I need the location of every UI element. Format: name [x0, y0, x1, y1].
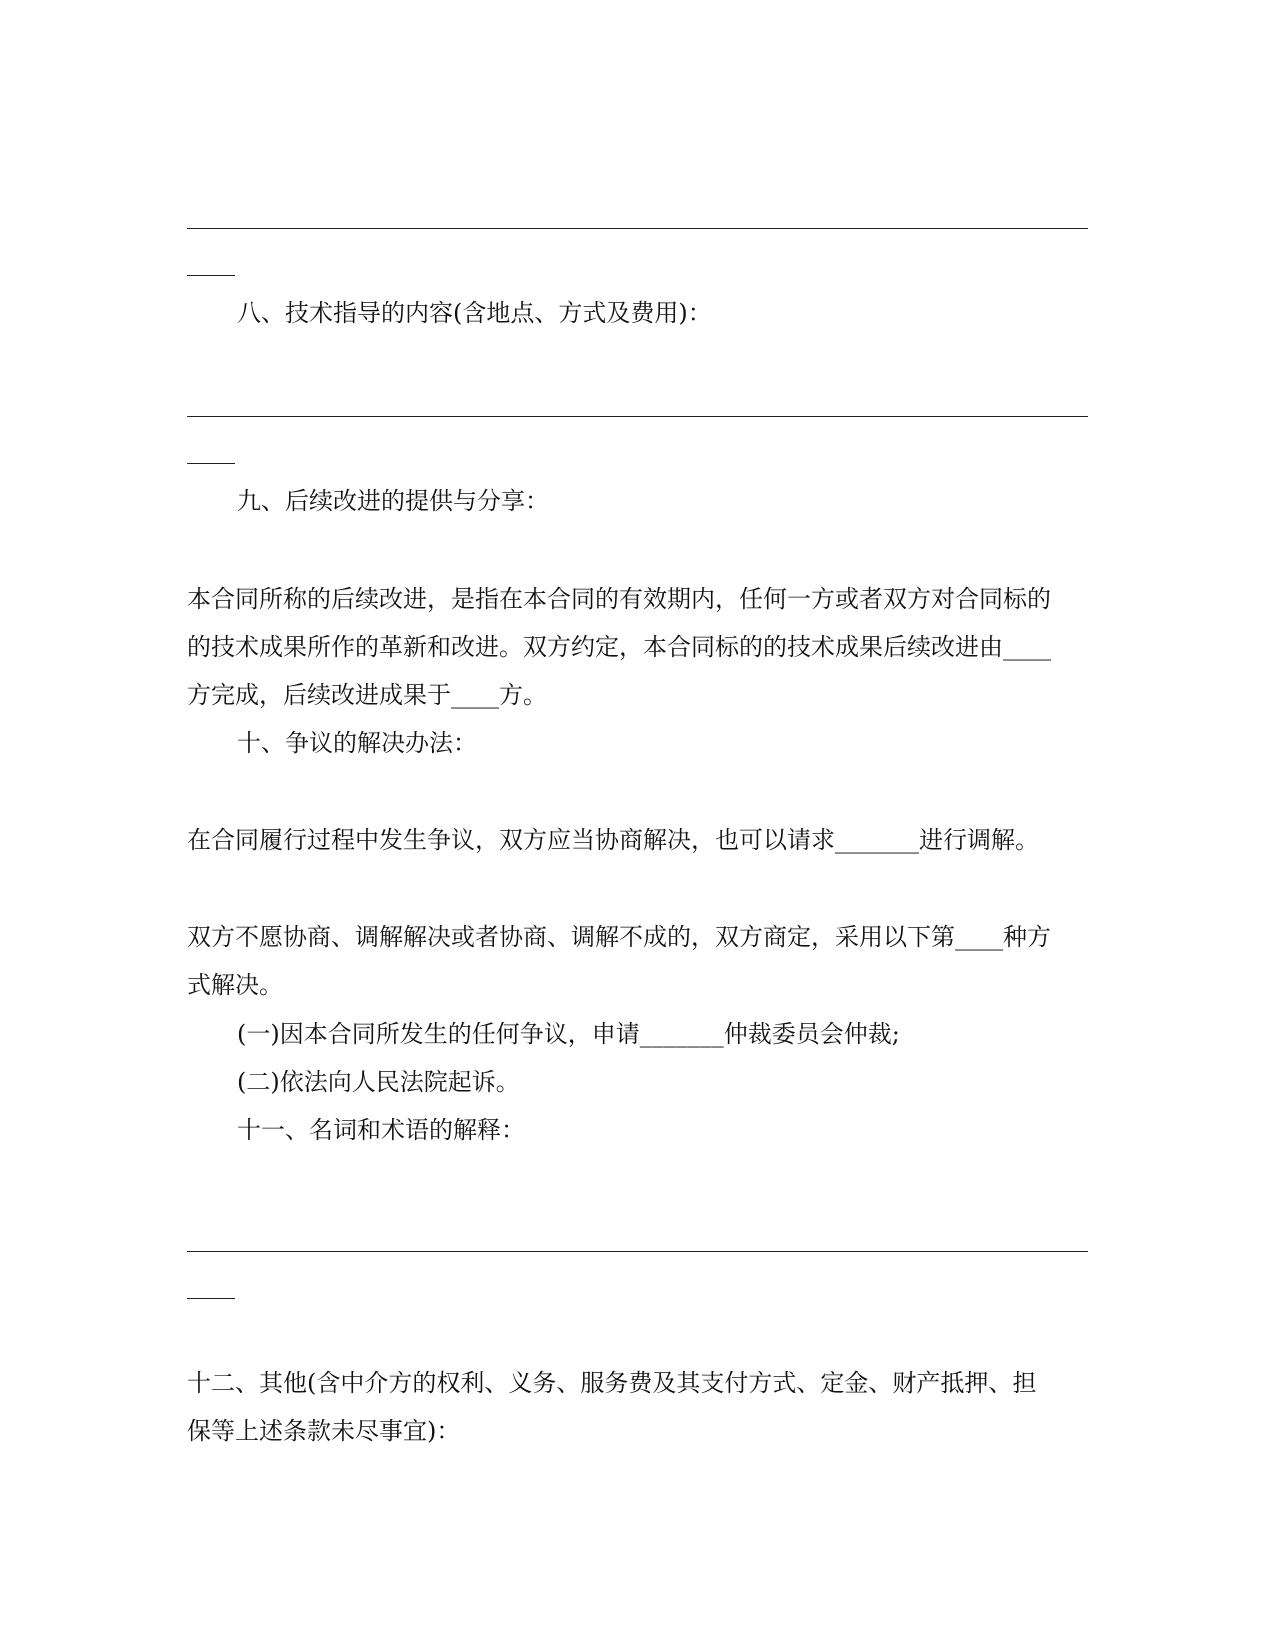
section11-blank-line-end — [187, 1298, 235, 1299]
section8-blank-line — [187, 416, 1088, 417]
blank-fill-line — [187, 228, 1088, 229]
section10-option-1: (一)因本合同所发生的任何争议，申请_______仲裁委员会仲裁; — [237, 1020, 900, 1048]
section9-body-line: 本合同所称的后续改进，是指在本合同的有效期内，任何一方或者双方对合同标的 — [187, 585, 1051, 613]
section10-body: 式解决。 — [187, 971, 283, 999]
section10-option-2: (二)依法向人民法院起诉。 — [237, 1068, 520, 1096]
section10-body: 在合同履行过程中发生争议，双方应当协商解决，也可以请求_______进行调解。 — [187, 826, 1039, 854]
blank-fill-line-end — [187, 275, 235, 276]
section12-heading: 保等上述条款未尽事宜)： — [187, 1417, 461, 1445]
section12-heading: 十二、其他(含中介方的权利、义务、服务费及其支付方式、定金、财产抵押、担 — [187, 1369, 1037, 1397]
section10-body: 双方不愿协商、调解解决或者协商、调解不成的，双方商定，采用以下第____种方 — [187, 923, 1051, 951]
section10-heading: 十、争议的解决办法： — [237, 729, 477, 757]
section11-blank-line — [187, 1251, 1088, 1252]
section9-body-line: 方完成，后续改进成果于____方。 — [187, 681, 547, 709]
section8-heading: 八、技术指导的内容(含地点、方式及费用)： — [237, 299, 712, 327]
section11-heading: 十一、名词和术语的解释： — [237, 1116, 525, 1144]
section8-blank-line-end — [187, 463, 235, 464]
section9-heading: 九、后续改进的提供与分享： — [237, 487, 549, 515]
section9-body-line: 的技术成果所作的革新和改进。双方约定，本合同标的的技术成果后续改进由____ — [187, 633, 1051, 661]
